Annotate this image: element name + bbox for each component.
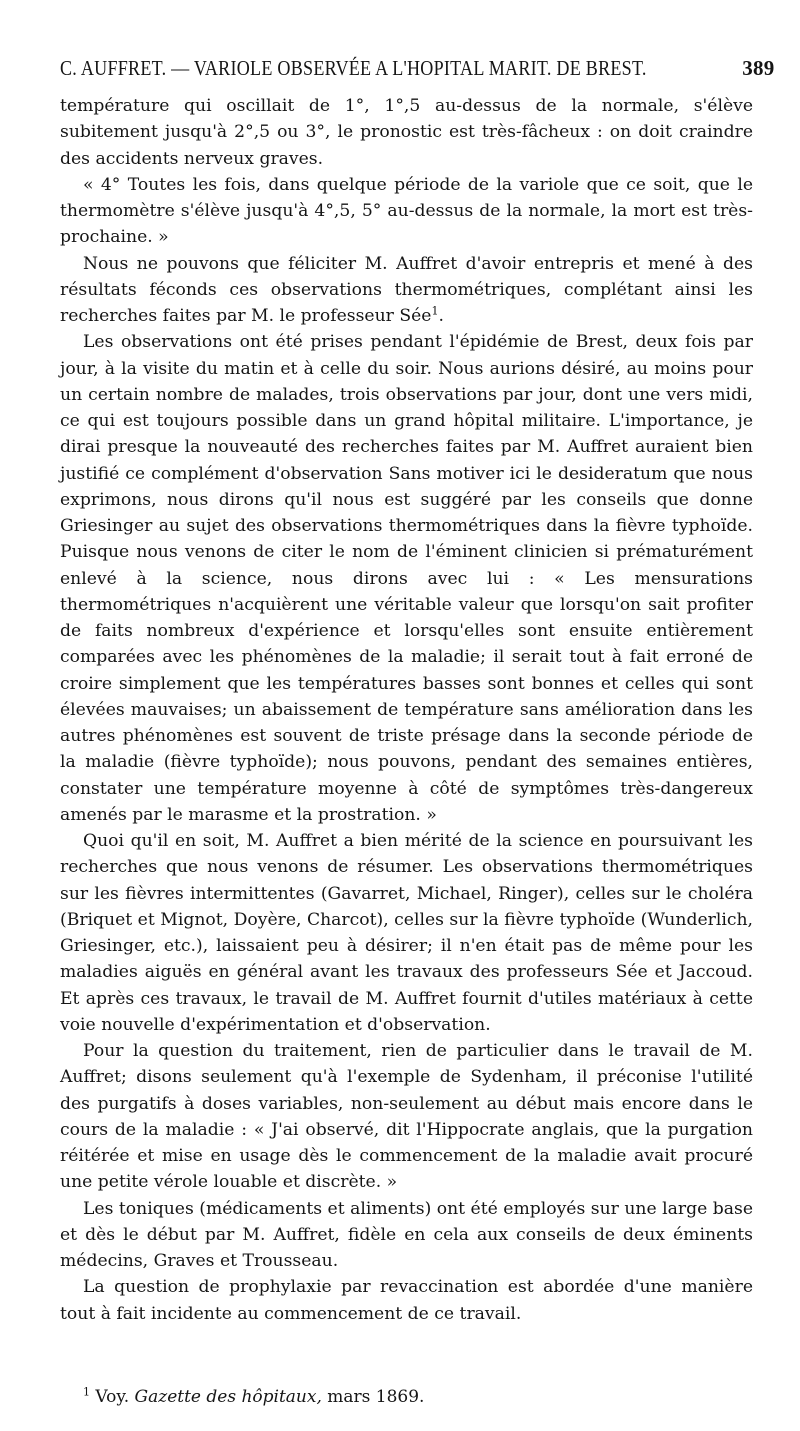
footnote-marker: 1	[83, 1385, 90, 1399]
page-number: 389	[742, 56, 775, 80]
paragraph-quote-4: « 4° Toutes les fois, dans quelque période de la variole que ce soit, que le thermomètre s'élève jusqu'à 4°,5, 5° au-dessus de la normale, la mort est très-prochaine. »	[60, 174, 753, 248]
paragraph-treatment: Pour la question du traitement, rien de particulier dans le travail de M. Auffret; disons seulement qu'à l'exemple de Sydenham, il préconise l'utilité des purgatifs à doses variables, non-seulement au début mais encore dans le cours de la maladie : « J'ai observé, dit l'Hippocrate anglais, que la purgation réitérée et mise en usage dès le commencement de la maladie avait procuré une petite vérole louable et discrète. »	[60, 1041, 753, 1193]
paragraph-tonics: Les toniques (médicaments et aliments) ont été employés sur une large base et dès le début par M. Auffret, fidèle en cela aux conseils de deux éminents médecins, Graves et Trousseau.	[60, 1198, 753, 1271]
paragraph-text: Nous ne pouvons que féliciter M. Auffret d'avoir entrepris et mené à des résultats féconds ces observations thermométriques, complétant ainsi les recherches faites par M. le professeur Sée	[60, 253, 753, 326]
paragraph-observations: Les observations ont été prises pendant l'épidémie de Brest, deux fois par jour, à la visite du matin et à celle du soir. Nous aurions désiré, au moins pour un certain nombre de malades, trois observations par jour, dont une vers midi, ce qui est toujours possible dans un grand hôpital militaire. L'importance, je dirai presque la nouveauté des recherches faites par M. Auffret auraient bien justifié ce complément d'observation Sans motiver ici le desideratum que nous exprimons, nous dirons qu'il nous est suggéré par les conseils que donne Griesinger au sujet des observations thermométriques dans la fièvre typhoïde. Puisque nous venons de citer le nom de l'éminent clinicien si prématurément enlevé à la science, nous dirons avec lui : « Les mensurations thermométriques n'acquièrent une véritable valeur que lorsqu'on sait profiter de faits nombreux d'expérience et lorsqu'elles sont ensuite entièrement comparées avec les phénomènes de la maladie; il serait tout à fait erroné de croire simplement que les températures basses sont bonnes et celles qui sont élevées mauvaises; un abaissement de température sans amélioration dans les autres phénomènes est souvent de triste présage dans la seconde période de la maladie (fièvre typhoïde); nous pouvons, pendant des semaines entières, constater une température moyenne à côté de symptômes très-dangereux amenés par le marasme et la prostration. »	[60, 332, 753, 825]
paragraph-continued: température qui oscillait de 1°, 1°,5 au-dessus de la normale, s'élève subitement jusqu'à 2°,5 ou 3°, le pronostic est très-fâcheux : on doit craindre des accidents nerveux graves.	[60, 96, 753, 169]
footnote-date: mars 1869.	[327, 1387, 425, 1407]
running-head-title: C. AUFFRET. — VARIOLE OBSERVÉE A L'HOPITAL MARIT. DE BREST.	[60, 56, 647, 80]
footnote-journal: Gazette des hôpitaux,	[134, 1387, 322, 1407]
footnote-reference[interactable]: 1	[431, 304, 439, 318]
body-text	[60, 93, 753, 1327]
footnote	[60, 1386, 753, 1408]
paragraph-thermometry-history: Quoi qu'il en soit, M. Auffret a bien mérité de la science en poursuivant les recherches que nous venons de résumer. Les observations thermométriques sur les fièvres intermittentes (Gavarret, Michael, Ringer), celles sur le choléra (Briquet et Mignot, Doyère, Charcot), celles sur la fièvre typhoïde (Wunderlich, Griesinger, etc.), laissaient peu à désirer; il n'en était pas de même pour les maladies aiguës en général avant les travaux des professeurs Sée et Jaccoud. Et après ces travaux, le travail de M. Auffret fournit d'utiles matériaux à cette voie nouvelle d'expérimentation et d'observation.	[60, 831, 753, 1035]
paragraph-prophylaxis: La question de prophylaxie par revaccination est abordée d'une manière tout à fait incidente au commencement de ce travail.	[60, 1277, 753, 1324]
paragraph-congratulation: Nous ne pouvons que féliciter M. Auffret d'avoir entrepris et mené à des résultats féconds ces observations thermométriques, complétant ainsi les recherches faites par M. le professeur Sée$^1$.	[60, 253, 753, 326]
footnote-prefix: Voy.	[95, 1387, 130, 1407]
running-head	[60, 56, 775, 81]
